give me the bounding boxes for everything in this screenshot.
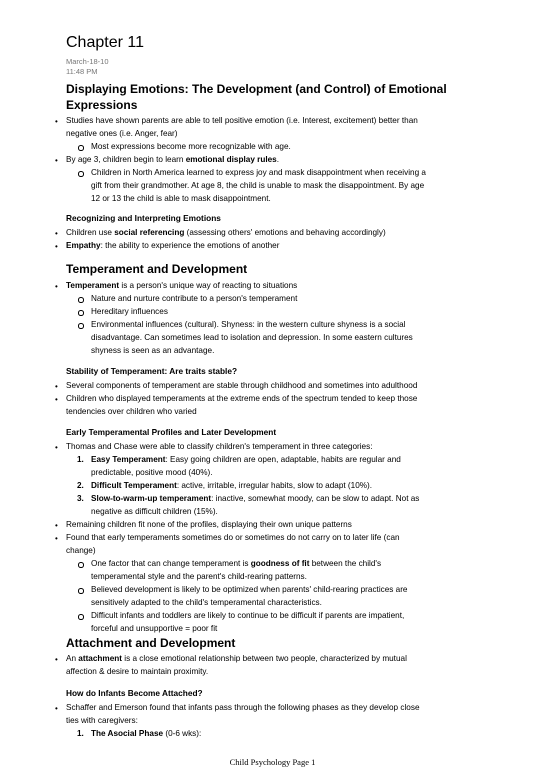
list-number: 1. bbox=[77, 455, 84, 464]
section-heading-infants-attached: How do Infants Become Attached? bbox=[66, 688, 203, 698]
text-line: Children in North America learned to express joy and mask disappointment when receiving a bbox=[91, 168, 426, 177]
text-line: Studies have shown parents are able to tell positive emotion (i.e. Interest, excitement) better than bbox=[66, 116, 418, 125]
bullet-icon: • bbox=[55, 382, 58, 391]
section-heading-displaying-emotions-line2: Expressions bbox=[66, 98, 138, 112]
bullet-icon: • bbox=[55, 117, 58, 126]
text-line: negative as difficult children (15%). bbox=[91, 507, 218, 516]
text-line: Several components of temperament are stable through childhood and sometimes into adulthood bbox=[66, 381, 418, 390]
page-title: Chapter 11 bbox=[66, 34, 144, 51]
text-line: Believed development is likely to be optimized when parents' child-rearing practices are bbox=[91, 585, 408, 594]
text-line: The Asocial Phase (0-6 wks): bbox=[91, 729, 202, 738]
circle-bullet-icon bbox=[78, 588, 84, 594]
list-number: 2. bbox=[77, 481, 84, 490]
circle-bullet-icon bbox=[78, 310, 84, 316]
circle-bullet-icon bbox=[78, 562, 84, 568]
text-line: Found that early temperaments sometimes do or sometimes do not carry on to later life (can bbox=[66, 533, 400, 542]
text-line: Schaffer and Emerson found that infants pass through the following phases as they develop close bbox=[66, 703, 420, 712]
text-line: change) bbox=[66, 546, 96, 555]
text-line: Slow-to-warm-up temperament: inactive, somewhat moody, can be slow to adapt. Not as bbox=[91, 494, 420, 503]
section-heading-temperament: Temperament and Development bbox=[66, 262, 248, 276]
note-date: March-18-10 bbox=[66, 57, 109, 66]
text-line: Most expressions become more recognizable with age. bbox=[91, 142, 291, 151]
text-line: An attachment is a close emotional relationship between two people, characterized by mutual bbox=[66, 654, 407, 663]
text-line: sensitively adapted to the child's temperamental characteristics. bbox=[91, 598, 322, 607]
circle-bullet-icon bbox=[78, 297, 84, 303]
text-line: Empathy: the ability to experience the emotions of another bbox=[66, 241, 280, 250]
text-line: shyness is seen as an advantage. bbox=[91, 346, 215, 355]
bullet-icon: • bbox=[55, 242, 58, 251]
bullet-icon: • bbox=[55, 443, 58, 452]
text-line: temperamental style and the parent's child-rearing patterns. bbox=[91, 572, 307, 581]
section-heading-recognizing-emotions: Recognizing and Interpreting Emotions bbox=[66, 213, 221, 223]
text-line: Remaining children fit none of the profiles, displaying their own unique patterns bbox=[66, 520, 352, 529]
circle-bullet-icon bbox=[78, 614, 84, 620]
bullet-icon: • bbox=[55, 704, 58, 713]
text-line: tendencies over children who varied bbox=[66, 407, 197, 416]
section-heading-displaying-emotions-line1: Displaying Emotions: The Development (and Control) of Emotional bbox=[66, 82, 447, 96]
bullet-icon: • bbox=[55, 655, 58, 664]
list-number: 1. bbox=[77, 729, 84, 738]
text-line: Environmental influences (cultural). Shyness: in the western culture shyness is a social bbox=[91, 320, 406, 329]
text-line: By age 3, children begin to learn emotional display rules. bbox=[66, 155, 279, 164]
text-line: One factor that can change temperament is goodness of fit between the child's bbox=[91, 559, 382, 568]
list-number: 3. bbox=[77, 494, 84, 503]
bullet-icon: • bbox=[55, 156, 58, 165]
section-heading-attachment: Attachment and Development bbox=[66, 636, 236, 650]
text-line: Difficult Temperament: active, irritable, irregular habits, slow to adapt (10%). bbox=[91, 481, 373, 490]
text-line: Hereditary influences bbox=[91, 307, 168, 316]
text-line: Thomas and Chase were able to classify children's temperament in three categories: bbox=[66, 442, 373, 451]
circle-bullet-icon bbox=[78, 145, 84, 151]
text-line: Children use social referencing (assessing others' emotions and behaving accordingly) bbox=[66, 228, 386, 237]
page-footer: Child Psychology Page 1 bbox=[229, 757, 316, 767]
circle-bullet-icon bbox=[78, 171, 84, 177]
text-line: Temperament is a person's unique way of reacting to situations bbox=[66, 281, 298, 290]
text-line: Children who displayed temperaments at the extreme ends of the spectrum tended to keep those bbox=[66, 394, 418, 403]
text-line: Difficult infants and toddlers are likely to continue to be difficult if parents are impatient, bbox=[91, 611, 405, 620]
bullet-icon: • bbox=[55, 229, 58, 238]
text-line: ties with caregivers: bbox=[66, 716, 138, 725]
bullet-icon: • bbox=[55, 534, 58, 543]
text-line: Nature and nurture contribute to a person's temperament bbox=[91, 294, 298, 303]
text-line: affection & desire to maintain proximity. bbox=[66, 667, 209, 676]
section-heading-early-profiles: Early Temperamental Profiles and Later Development bbox=[66, 427, 277, 437]
bullet-icon: • bbox=[55, 282, 58, 291]
text-line: forceful and unsupportive = poor fit bbox=[91, 624, 218, 633]
section-heading-stability: Stability of Temperament: Are traits stable? bbox=[66, 366, 238, 376]
text-line: predictable, positive mood (40%). bbox=[91, 468, 213, 477]
text-line: disadvantage. Can sometimes lead to isolation and depression. In some eastern cultures bbox=[91, 333, 413, 342]
text-line: gift from their grandmother. At age 8, the child is unable to mask the disappointment. By age bbox=[91, 181, 425, 190]
bullet-icon: • bbox=[55, 521, 58, 530]
text-line: 12 or 13 the child is able to mask disappointment. bbox=[91, 194, 271, 203]
note-time: 11:48 PM bbox=[66, 67, 98, 76]
text-line: negative ones (i.e. Anger, fear) bbox=[66, 129, 178, 138]
text-line: Easy Temperament: Easy going children are open, adaptable, habits are regular and bbox=[91, 455, 401, 464]
bullet-icon: • bbox=[55, 395, 58, 404]
circle-bullet-icon bbox=[78, 323, 84, 329]
